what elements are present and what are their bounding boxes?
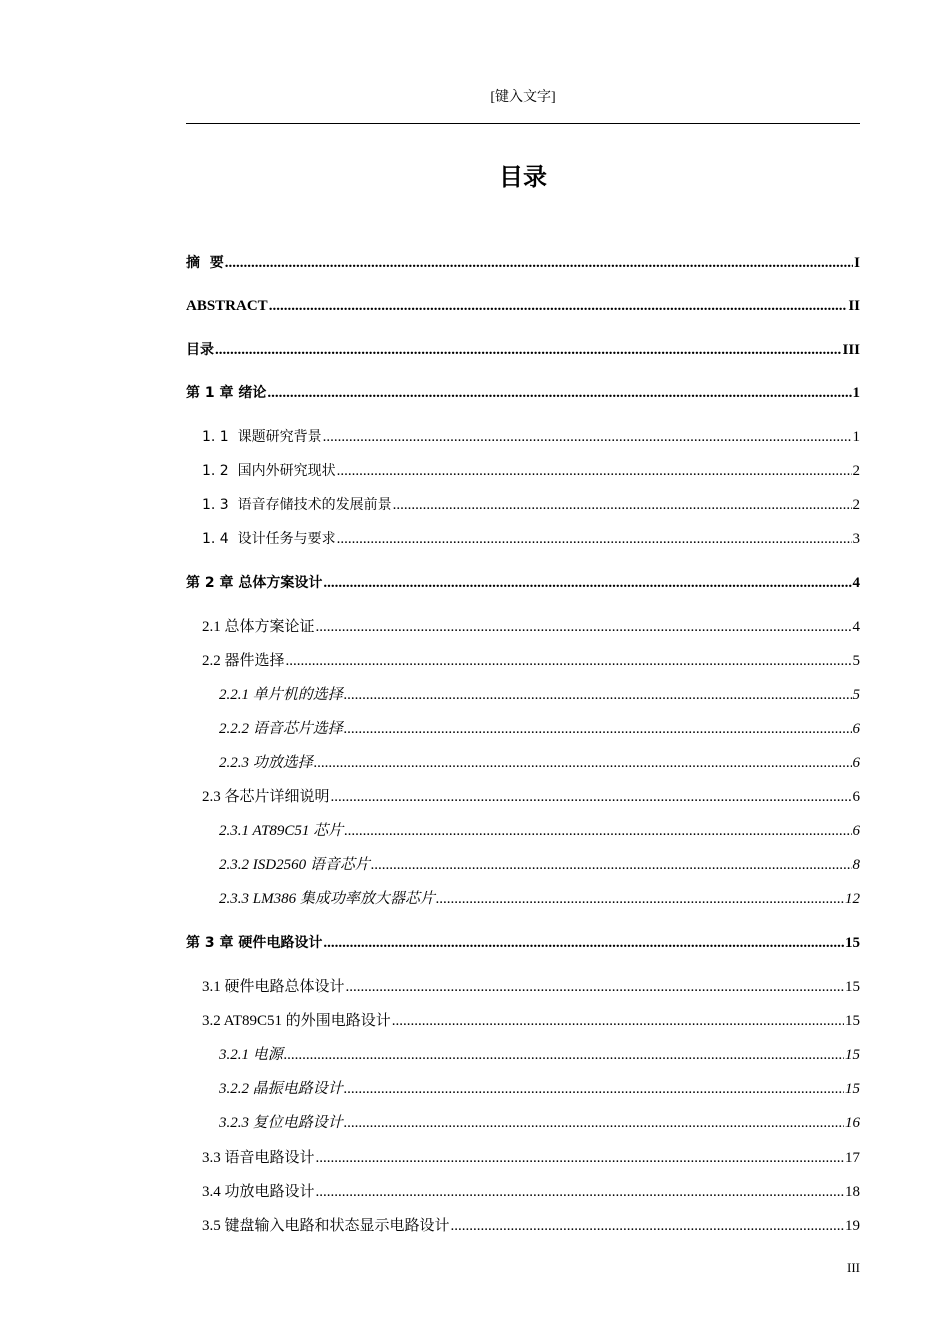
toc-entry-page: III [842,342,860,358]
toc-entry-page: 1 [852,429,860,445]
toc-entry-label: 2.1 总体方案论证 [202,619,315,635]
toc-entry-label: 2.2 器件选择 [202,653,285,669]
toc-entry-label: 2.2.1 单片机的选择 [219,687,343,703]
toc-entry-label: 1. 2 国内外研究现状 [202,463,336,479]
toc-leader [314,752,852,774]
toc-entry-page: 6 [852,755,860,771]
toc-entry-label: 3.1 硬件电路总体设计 [202,979,345,995]
toc-leader [436,888,844,910]
toc-entry-page: 4 [852,575,860,591]
toc-leader [286,650,852,672]
toc-leader [267,382,851,404]
toc-entry-label: 目录 [186,342,214,358]
toc-entry-label: 1. 4 设计任务与要求 [202,531,336,547]
toc-entry-page: 5 [852,687,860,703]
toc-entry-2-1[interactable] [202,616,860,638]
toc-entry-page: 18 [845,1184,860,1200]
toc-leader [323,572,851,594]
toc-entry-page: 16 [845,1115,860,1131]
toc-entry-label: 2.2.2 语音芯片选择 [219,721,343,737]
toc-entry-3-4[interactable] [202,1181,860,1203]
toc-entry-label: 3.2 AT89C51 的外围电路设计 [202,1013,391,1029]
toc-entry-page: 6 [852,721,860,737]
toc-leader [337,528,852,550]
toc-entry-3-1[interactable] [202,976,860,998]
toc-entry-3-2-3[interactable] [219,1112,860,1134]
toc-entry-page: II [848,298,860,314]
toc-entry-2-3[interactable] [202,786,860,808]
toc-entry-label: 第 2 章 总体方案设计 [186,575,323,591]
toc-entry-2-2-2[interactable] [219,718,860,740]
toc-entry-page: 4 [852,619,860,635]
toc-entry-chapter-2[interactable] [186,572,860,594]
toc-leader [451,1215,844,1237]
toc-entry-label: 1. 1 课题研究背景 [202,429,322,445]
toc-leader [344,820,851,842]
toc-entry-page: 15 [845,1047,860,1063]
toc-entry-chapter-3[interactable] [186,932,860,954]
toc-entry-label: 第 1 章 绪论 [186,385,267,401]
toc-entry-label: 2.3.1 AT89C51 芯片 [219,823,344,839]
toc-entry-3-3[interactable] [202,1147,860,1169]
toc-leader [393,494,852,516]
toc-entry-label: 3.2.3 复位电路设计 [219,1115,343,1131]
toc-leader [371,854,852,876]
toc-entry-chapter-1[interactable] [186,382,860,404]
toc-leader [392,1010,844,1032]
toc-entry-label: 第 3 章 硬件电路设计 [186,935,323,951]
toc-entry-page: 17 [845,1150,860,1166]
toc-entry-page: 6 [852,823,860,839]
toc-entry-page: 15 [845,1081,860,1097]
toc-entry-1-1[interactable] [202,426,860,448]
toc-leader [323,932,844,954]
toc-entry-page: 2 [852,497,860,513]
toc-leader [316,1147,844,1169]
toc-entry-page: 2 [852,463,860,479]
toc-entry-page: 12 [845,891,860,907]
toc-entry-page: 19 [845,1218,860,1234]
toc-entry-label: 3.2.2 晶振电路设计 [219,1081,343,1097]
toc-entry-3-2-1[interactable] [219,1044,860,1066]
toc-entry-page: 15 [845,1013,860,1029]
toc-entry-3-2[interactable] [202,1010,860,1032]
toc-leader [323,426,852,448]
toc-leader [337,460,852,482]
page-number: III [847,1260,860,1275]
toc-entry-label: 3.4 功放电路设计 [202,1184,315,1200]
toc-leader [284,1044,844,1066]
toc-entry-page: 15 [845,935,860,951]
toc-entry-2-3-1[interactable] [219,820,860,842]
toc-entry-3-2-2[interactable] [219,1078,860,1100]
toc-leader [344,718,852,740]
toc-entry-2-2-1[interactable] [219,684,860,706]
toc-leader [331,786,852,808]
toc-entry-label: 3.5 键盘输入电路和状态显示电路设计 [202,1218,450,1234]
toc-entry-page: 5 [852,653,860,669]
toc-entry-2-3-2[interactable] [219,854,860,876]
toc-entry-label: 2.2.3 功放选择 [219,755,313,771]
toc-leader [215,339,841,361]
toc-leader [344,1112,844,1134]
toc-entry-3-5[interactable] [202,1215,860,1237]
toc-entry-label: 2.3.2 ISD2560 语音芯片 [219,857,370,873]
toc-entry-1-4[interactable] [202,528,860,550]
toc-entry-page: 6 [852,789,860,805]
toc-leader [269,295,848,317]
header-divider [186,123,860,124]
toc-entry-label: 3.2.1 电源 [219,1047,283,1063]
toc-leader [225,252,853,274]
toc-entry-label: 1. 3 语音存储技术的发展前景 [202,497,392,513]
toc-entry-1-2[interactable] [202,460,860,482]
toc-entry-2-2-3[interactable] [219,752,860,774]
page-header: [键入文字] [490,90,556,105]
toc-entry-contents[interactable] [186,339,860,361]
toc-entry-page: 1 [852,385,860,401]
toc-title: 目录 [499,163,547,191]
toc-entry-label: 3.3 语音电路设计 [202,1150,315,1166]
toc-entry-2-2[interactable] [202,650,860,672]
toc-leader [346,976,844,998]
toc-leader [316,1181,844,1203]
toc-entry-page: I [854,255,860,271]
toc-leader [316,616,852,638]
toc-entry-label: 2.3 各芯片详细说明 [202,789,330,805]
toc-entry-page: 3 [852,531,860,547]
toc-entry-page: 15 [845,979,860,995]
toc-entry-2-3-3[interactable] [219,888,860,910]
toc-entry-label: ABSTRACT [186,298,268,314]
toc-entry-label: 2.3.3 LM386 集成功率放大器芯片 [219,891,435,907]
toc-entry-abstract-cn[interactable] [186,252,860,274]
toc-leader [344,1078,844,1100]
toc-entry-abstract-en[interactable] [186,295,860,317]
toc-entry-1-3[interactable] [202,494,860,516]
toc-leader [344,684,852,706]
toc-entry-label: 摘 要 [186,255,224,271]
toc-entry-page: 8 [852,857,860,873]
